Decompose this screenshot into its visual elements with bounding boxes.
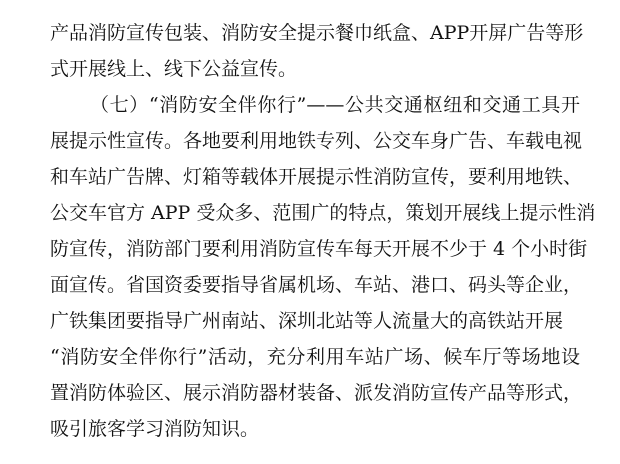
text-line-10: “消防安全伴你行”活动，充分利用车站广场、候车厅等场地设 — [50, 346, 580, 368]
text-line-2: 式开展线上、线下公益宣传。 — [50, 58, 298, 80]
section-7-heading-line: （七）“消防安全伴你行”——公共交通枢纽和交通工具开 — [90, 94, 580, 116]
text-line-8: 面宣传。省国资委要指导省属机场、车站、港口、码头等企业， — [50, 274, 583, 296]
text-line-5: 和车站广告牌、灯箱等载体开展提示性消防宣传，要利用地铁、 — [50, 166, 583, 188]
text-line-1: 产品消防宣传包装、消防安全提示餐巾纸盒、APP开屏广告等形 — [50, 22, 584, 44]
text-line-9: 广铁集团要指导广州南站、深圳北站等人流量大的高铁站开展 — [50, 310, 564, 332]
text-line-11: 置消防体验区、展示消防器材装备、派发消防宣传产品等形式， — [50, 382, 583, 404]
text-line-7: 防宣传，消防部门要利用消防宣传车每天开展不少于 4 个小时街 — [50, 238, 588, 260]
text-line-6: 公交车官方 APP 受众多、范围广的特点，策划开展线上提示性消 — [50, 202, 596, 224]
text-line-12: 吸引旅客学习消防知识。 — [50, 418, 260, 440]
text-line-4: 展提示性宣传。各地要利用地铁专列、公交车身广告、车载电视 — [50, 130, 583, 152]
